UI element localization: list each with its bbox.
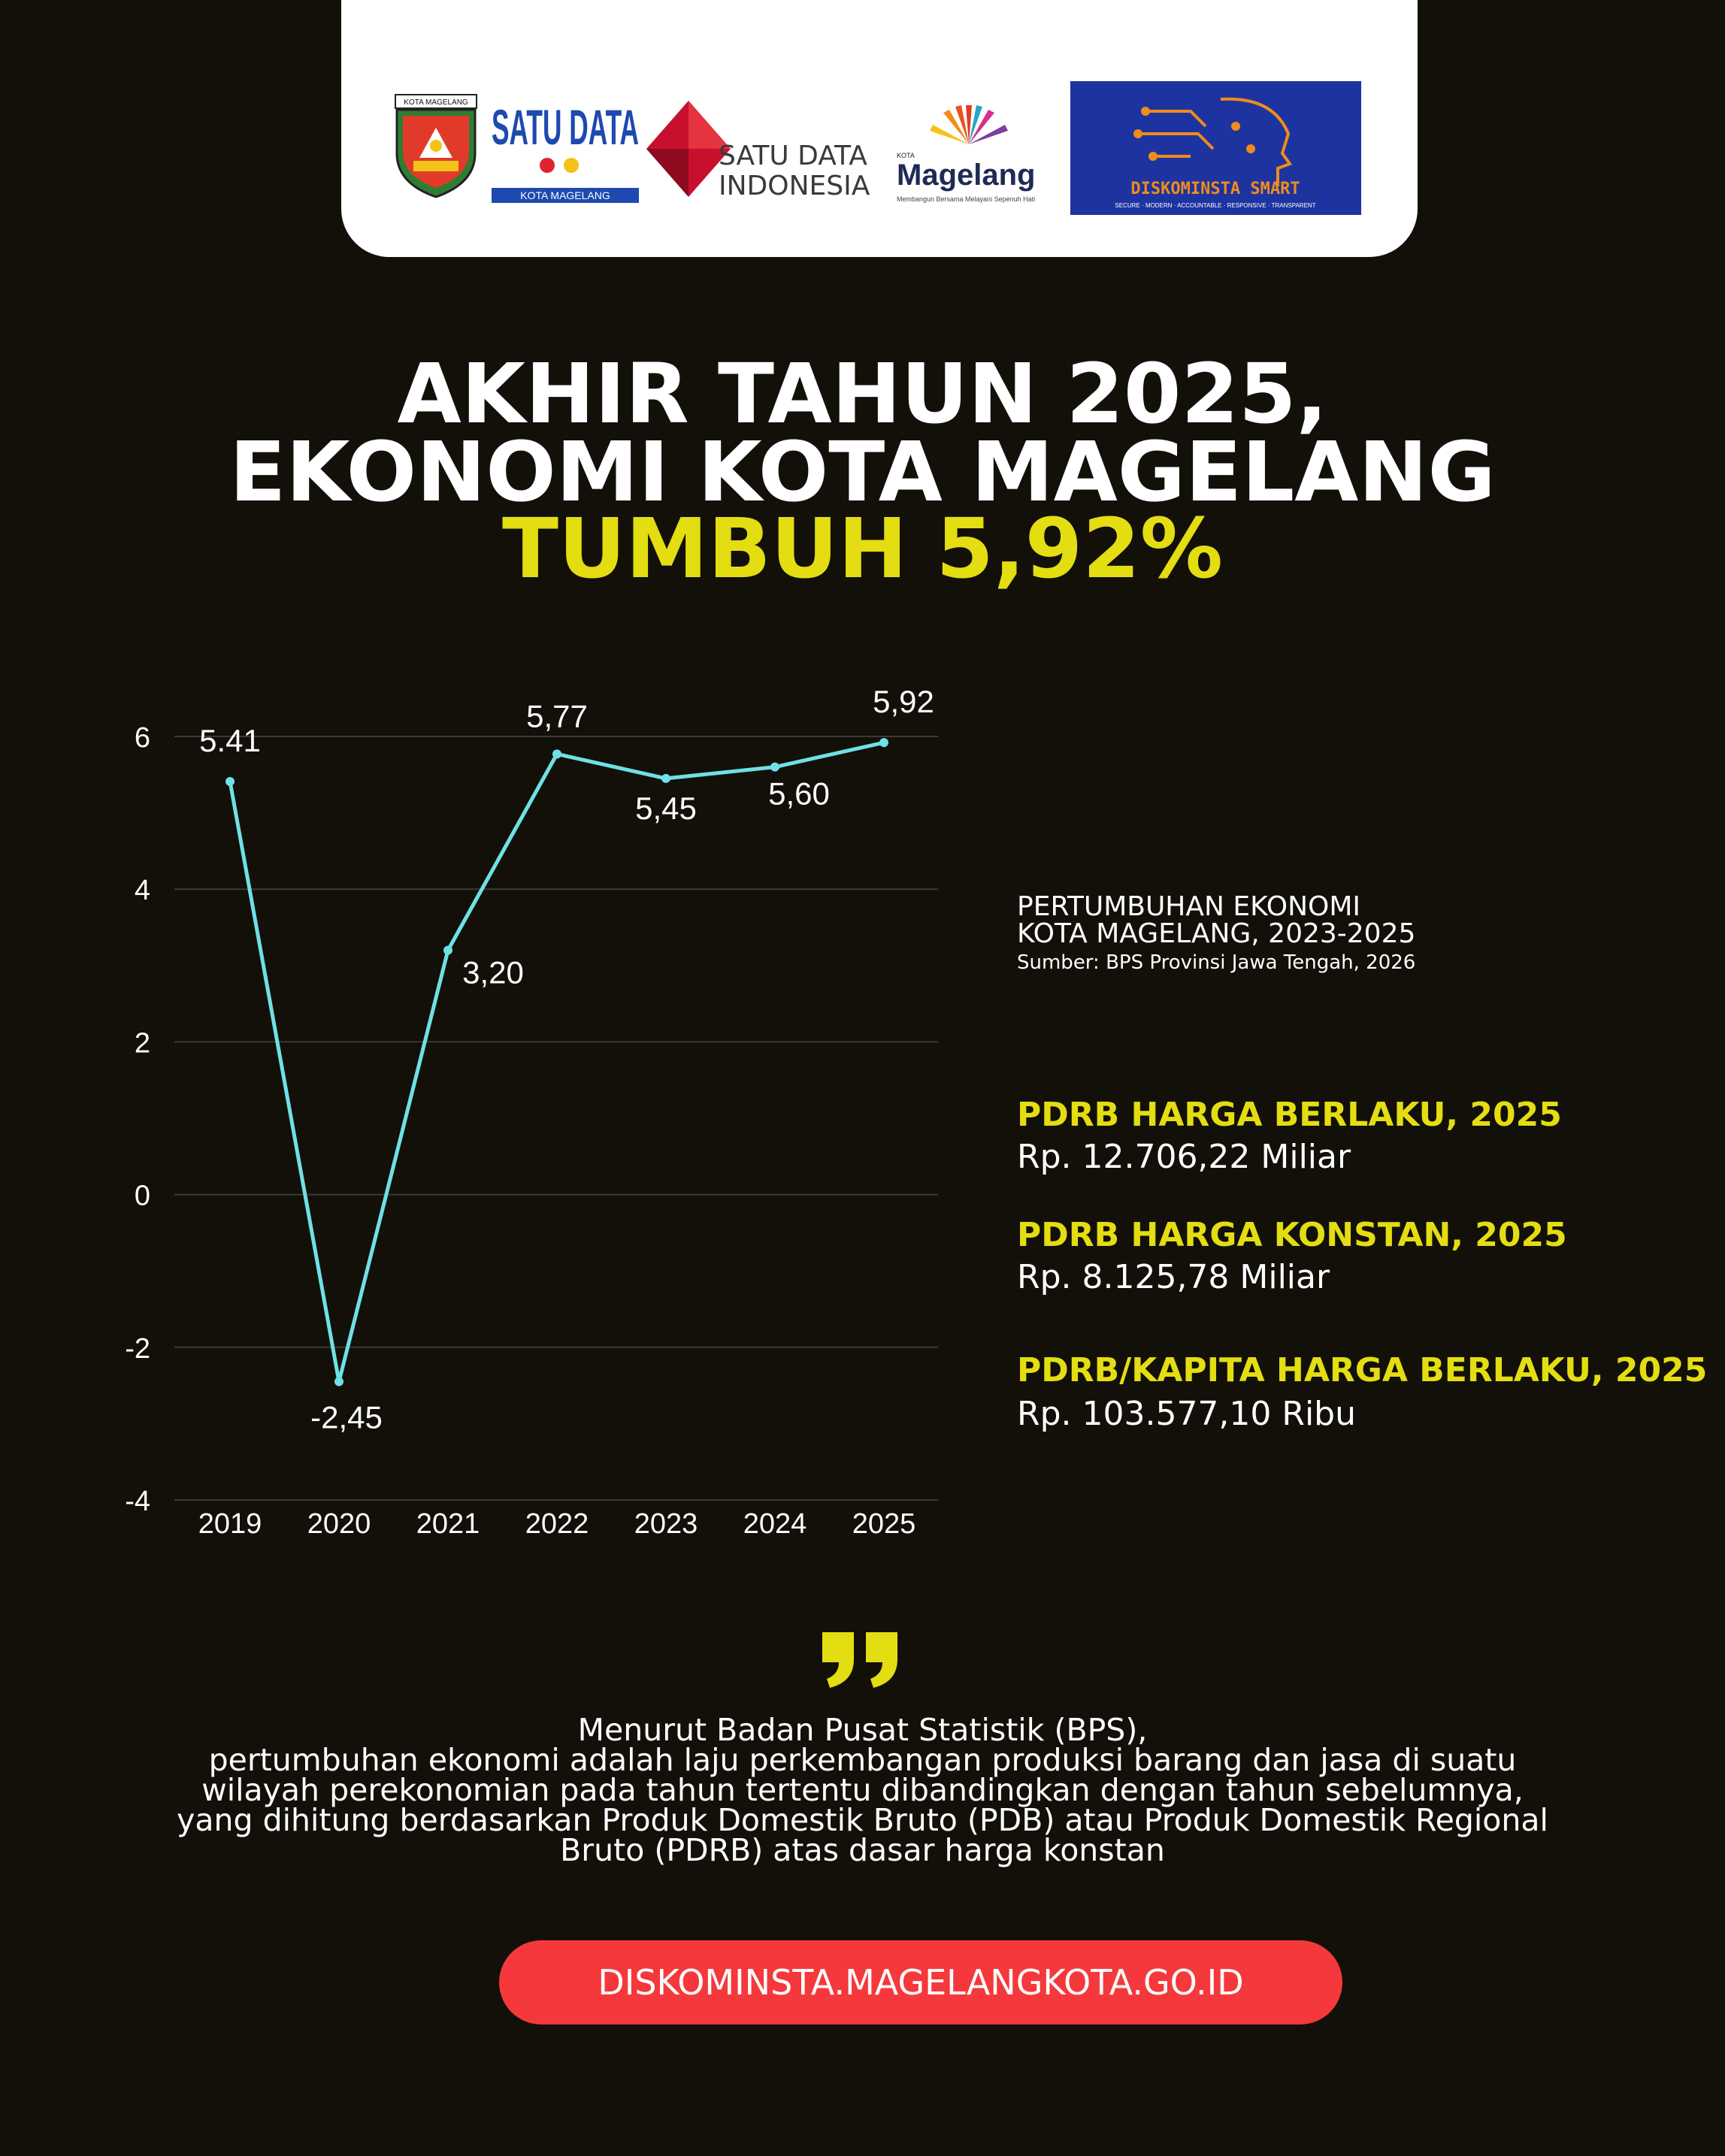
- bps-definition-quote: [98, 1712, 1627, 1868]
- diskominsta-smart-logo: [1070, 81, 1361, 215]
- stat-label-pdrb-kapita: PDRB/KAPITA HARGA BERLAKU, 2025: [1017, 1351, 1708, 1389]
- economic-growth-line-chart: [105, 676, 970, 1548]
- website-url-button[interactable]: [499, 1940, 1342, 2024]
- data-label: 5,60: [768, 776, 830, 812]
- y-tick-label: 0: [134, 1180, 150, 1212]
- data-point: [334, 1377, 343, 1386]
- headline-line1: AKHIR TAHUN 2025,: [397, 346, 1328, 442]
- x-tick-label: 2022: [525, 1508, 589, 1540]
- y-tick-label: 2: [134, 1027, 150, 1060]
- quote-line: yang dihitung berdasarkan Produk Domestik Bruto (PDB) atau Produk Domestik Regional: [177, 1802, 1548, 1838]
- source-citation: Sumber: BPS Provinsi Jawa Tengah, 2026: [1017, 951, 1416, 974]
- stat-value-pdrb-konstan: Rp. 8.125,78 Miliar: [1017, 1258, 1330, 1296]
- source-title-line1: PERTUMBUHAN EKONOMI: [1017, 891, 1361, 922]
- data-point: [770, 763, 779, 772]
- data-label: 5.41: [199, 722, 261, 758]
- magelang-logo-name: Magelang: [897, 159, 1036, 192]
- quote-line: pertumbuhan ekonomi adalah laju perkembangan produksi barang dan jasa di suatu: [208, 1742, 1517, 1778]
- sdi-line1: SATU DATA: [719, 141, 867, 171]
- x-tick-label: 2019: [198, 1508, 262, 1540]
- data-label: 3,20: [462, 954, 524, 990]
- x-tick-label: 2024: [743, 1508, 807, 1540]
- quote-line: Menurut Badan Pusat Statistik (BPS),: [577, 1712, 1148, 1748]
- satu-data-indonesia-logo-text: [719, 141, 870, 201]
- stat-label-pdrb-konstan: PDRB HARGA KONSTAN, 2025: [1017, 1216, 1567, 1254]
- y-tick-label: 4: [134, 875, 150, 907]
- headline-line3-highlight: TUMBUH 5,92%: [502, 500, 1223, 597]
- data-label: -2,45: [310, 1399, 383, 1435]
- x-tick-label: 2021: [416, 1508, 480, 1540]
- x-tick-label: 2020: [307, 1508, 371, 1540]
- data-label: 5,45: [635, 790, 697, 826]
- data-point: [225, 777, 235, 786]
- x-tick-label: 2025: [852, 1508, 916, 1540]
- data-point: [661, 774, 670, 783]
- headline-line2: EKONOMI KOTA MAGELANG: [229, 424, 1496, 520]
- diskominsta-smart-name: DISKOMINSTA SMART: [1130, 180, 1300, 198]
- y-tick-label: 6: [134, 722, 150, 754]
- stat-value-pdrb-kapita: Rp. 103.577,10 Ribu: [1017, 1395, 1356, 1433]
- magelang-logo-tagline: Membangun Bersama Melayani Sepenuh Hati: [897, 195, 1036, 203]
- website-url-text: DISKOMINSTA.MAGELANGKOTA.GO.ID: [598, 1962, 1244, 2003]
- y-tick-label: -4: [125, 1486, 150, 1517]
- logo-header-card: [341, 0, 1418, 257]
- x-tick-label: 2023: [634, 1508, 698, 1540]
- data-point: [443, 945, 452, 954]
- kota-magelang-logo-text: KOTA MAGELANG: [404, 98, 468, 107]
- satu-data-logo-subtext: KOTA MAGELANG: [520, 189, 610, 201]
- sdi-line2: INDONESIA: [719, 171, 870, 201]
- quote-line: Bruto (PDRB) atas dasar harga konstan: [560, 1832, 1165, 1868]
- satu-data-kota-magelang-logo: [487, 93, 642, 206]
- quote-mark-icon: [819, 1629, 903, 1689]
- series-line: [230, 742, 884, 1381]
- data-point: [552, 749, 561, 758]
- data-point: [879, 738, 888, 747]
- quote-line: wilayah perekonomian pada tahun tertentu dibandingkan dengan tahun sebelumnya,: [201, 1772, 1524, 1808]
- data-label: 5,77: [526, 698, 588, 734]
- stat-value-pdrb-berlaku: Rp. 12.706,22 Miliar: [1017, 1138, 1351, 1176]
- diskominsta-smart-tagline: SECURE · MODERN · ACCOUNTABLE · RESPONSIVE · TRANSPARENT: [1115, 202, 1316, 209]
- kota-magelang-crest-logo: [394, 93, 478, 198]
- magelang-city-brand-logo: [894, 89, 1037, 216]
- satu-data-logo-text: SATU DATA: [492, 99, 639, 155]
- source-title-line2: KOTA MAGELANG, 2023-2025: [1017, 918, 1416, 949]
- magelang-logo-kota: KOTA: [897, 152, 915, 159]
- y-tick-label: -2: [125, 1332, 150, 1365]
- data-label: 5,92: [873, 684, 934, 720]
- stat-label-pdrb-berlaku: PDRB HARGA BERLAKU, 2025: [1017, 1096, 1562, 1134]
